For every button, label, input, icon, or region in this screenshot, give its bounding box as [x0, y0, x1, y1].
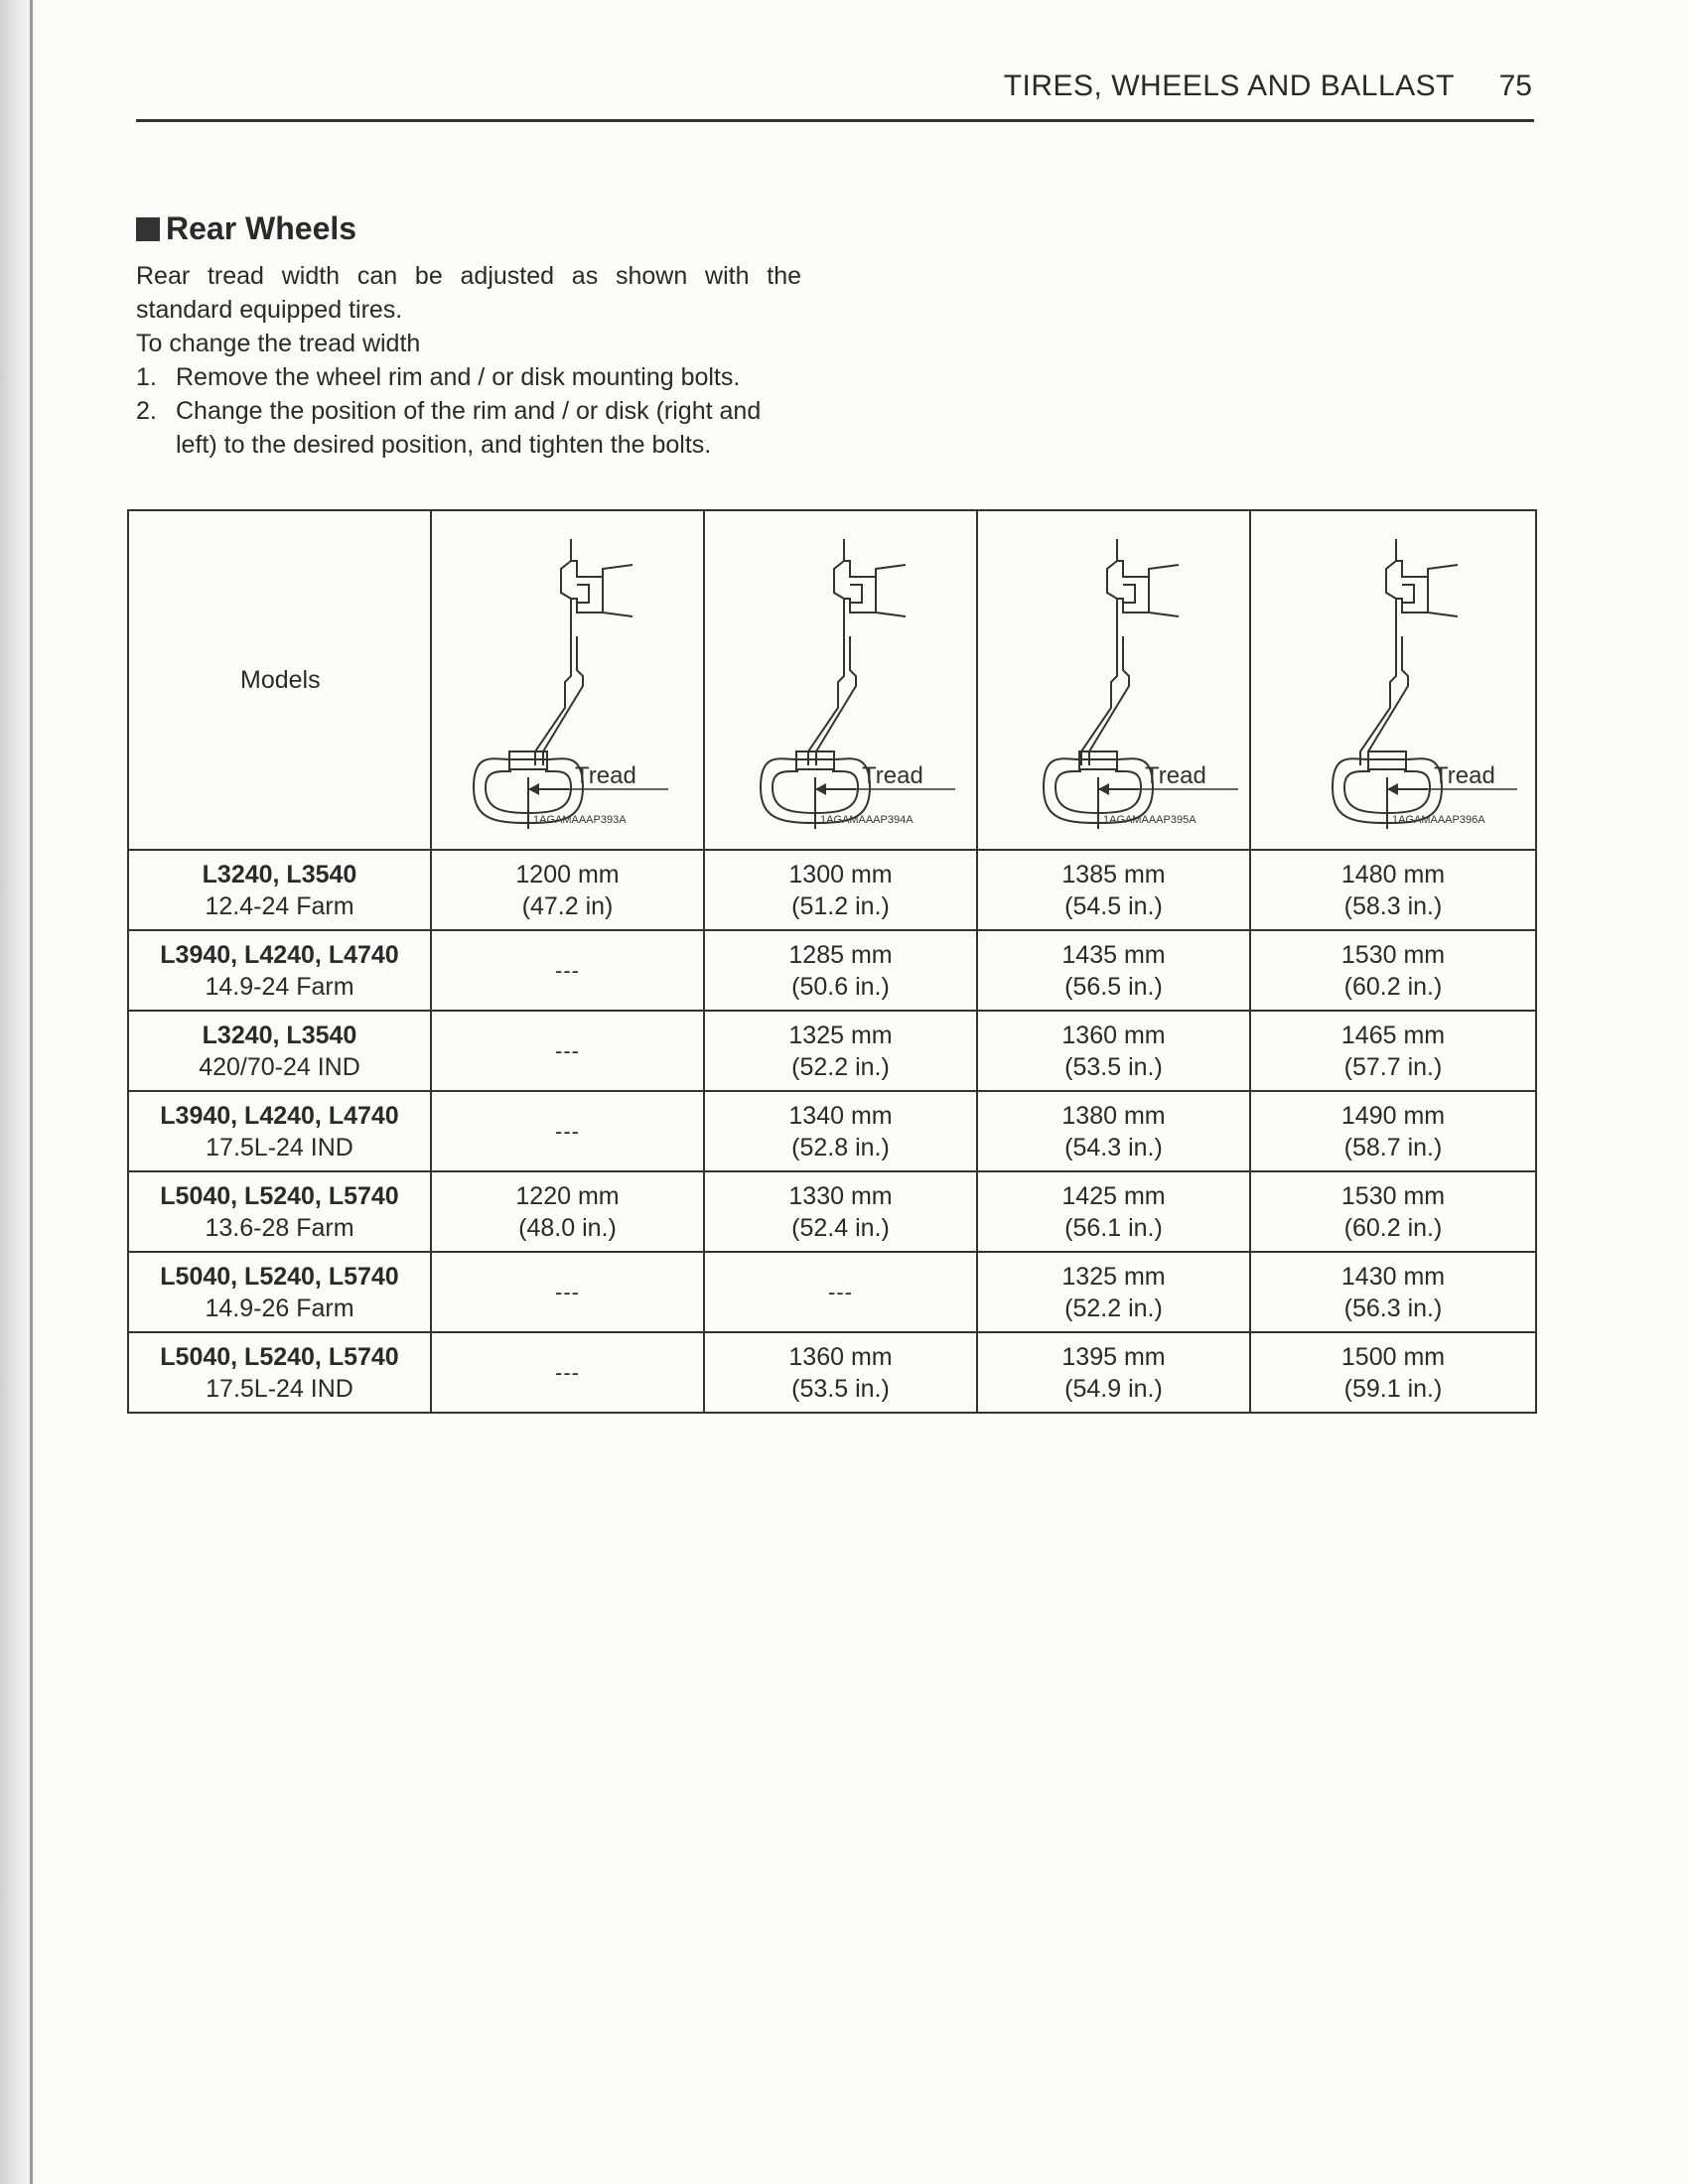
- tread-value-cell: [704, 850, 977, 930]
- diagram-code: 1AGAMAAAP396A: [1392, 814, 1485, 826]
- tread-mm: ---: [555, 1359, 580, 1385]
- steps-list: [136, 360, 801, 462]
- tread-in: (50.6 in.): [791, 972, 890, 1001]
- tread-mm: 1340 mm: [788, 1101, 893, 1130]
- rear-wheels-section: [136, 210, 801, 462]
- tread-mm: 1490 mm: [1340, 1101, 1446, 1130]
- table-row: [128, 930, 1536, 1011]
- table-header-row: [128, 510, 1536, 850]
- tread-mm: 1385 mm: [1061, 860, 1166, 888]
- tread-mm: 1220 mm: [515, 1181, 620, 1210]
- tread-in: (52.2 in.): [791, 1052, 890, 1081]
- table-row: [128, 1252, 1536, 1332]
- model-cell: [128, 930, 431, 1011]
- table-row: [128, 1091, 1536, 1171]
- tread-in: (52.4 in.): [791, 1213, 890, 1242]
- model-cell: [128, 1171, 431, 1252]
- model-names: L3940, L4240, L4740: [160, 1101, 399, 1130]
- tread-mm: 1300 mm: [788, 860, 893, 888]
- model-names: L3940, L4240, L4740: [160, 940, 399, 969]
- tire-size: 13.6-28 Farm: [205, 1213, 354, 1242]
- steps-title: To change the tread width: [136, 330, 421, 357]
- tread-value-cell: [431, 1332, 704, 1413]
- tread-value-cell: [977, 1091, 1250, 1171]
- tread-in: (60.2 in.): [1343, 972, 1443, 1001]
- tread-value-cell: [977, 1332, 1250, 1413]
- tread-mm: 1430 mm: [1340, 1262, 1446, 1291]
- tread-mm: 1330 mm: [788, 1181, 893, 1210]
- step-text: Change the position of the rim and / or disk (right and left) to the desired position, and tighten the bolts.: [176, 397, 762, 459]
- list-item: [136, 360, 801, 394]
- tire-size: 17.5L-24 IND: [206, 1374, 353, 1403]
- tread-label: Tread: [1144, 762, 1206, 789]
- list-item: [136, 394, 801, 462]
- table-row: [128, 1171, 1536, 1252]
- tread-mm: 1360 mm: [1061, 1021, 1166, 1049]
- diagram-code: 1AGAMAAAP393A: [532, 814, 627, 826]
- tread-mm: 1360 mm: [788, 1342, 893, 1371]
- tread-label: Tread: [574, 762, 636, 789]
- model-cell: [128, 1252, 431, 1332]
- page-header: [136, 68, 1534, 122]
- tread-value-cell: [1250, 1011, 1536, 1091]
- step-text: Remove the wheel rim and / or disk mounting bolts.: [176, 363, 741, 391]
- tread-width-table: [127, 509, 1537, 1414]
- tread-mm: ---: [828, 1279, 853, 1304]
- tread-value-cell: [1250, 1091, 1536, 1171]
- tread-in: (54.9 in.): [1064, 1374, 1163, 1403]
- tread-mm: 1530 mm: [1340, 1181, 1446, 1210]
- tread-in: (58.7 in.): [1343, 1133, 1443, 1161]
- tire-size: 14.9-24 Farm: [205, 972, 354, 1001]
- tread-mm: 1395 mm: [1061, 1342, 1166, 1371]
- tread-value-cell: [977, 1252, 1250, 1332]
- tread-mm: ---: [555, 1037, 580, 1063]
- tread-value-cell: [431, 930, 704, 1011]
- tread-value-cell: [977, 1011, 1250, 1091]
- model-names: L5040, L5240, L5740: [160, 1342, 399, 1371]
- step-number: 1.: [136, 363, 157, 391]
- tread-diagram-cell: [977, 510, 1250, 850]
- tread-in: (52.8 in.): [791, 1133, 890, 1161]
- wheel-cross-section-diagram: [717, 521, 965, 839]
- tread-value-cell: [431, 1171, 704, 1252]
- diagram-code: 1AGAMAAAP395A: [1102, 814, 1196, 826]
- tread-in: (56.3 in.): [1343, 1294, 1443, 1322]
- model-names: L5040, L5240, L5740: [160, 1181, 399, 1210]
- tread-value-cell: [977, 1171, 1250, 1252]
- tread-value-cell: [1250, 1171, 1536, 1252]
- tread-mm: ---: [555, 957, 580, 983]
- tread-value-cell: [704, 930, 977, 1011]
- tread-in: (53.5 in.): [791, 1374, 890, 1403]
- tread-mm: 1480 mm: [1340, 860, 1446, 888]
- wheel-cross-section-diagram: [1269, 521, 1517, 839]
- tread-value-cell: [431, 1011, 704, 1091]
- tire-size: 17.5L-24 IND: [206, 1133, 353, 1161]
- tread-in: (47.2 in): [521, 891, 614, 920]
- tread-value-cell: [977, 850, 1250, 930]
- tread-value-cell: [1250, 1332, 1536, 1413]
- wheel-cross-section-diagram: [990, 521, 1238, 839]
- tread-diagram-cell: [1250, 510, 1536, 850]
- tread-mm: 1200 mm: [515, 860, 620, 888]
- model-names: L3240, L3540: [202, 1021, 357, 1049]
- tread-label: Tread: [861, 762, 923, 789]
- model-names: L5040, L5240, L5740: [160, 1262, 399, 1291]
- tread-in: (54.3 in.): [1064, 1133, 1163, 1161]
- tread-diagram-cell: [431, 510, 704, 850]
- tread-value-cell: [431, 850, 704, 930]
- scan-binding-line: [30, 0, 33, 2184]
- section-heading-text: Rear Wheels: [166, 210, 357, 246]
- table-row: [128, 1332, 1536, 1413]
- tire-size: 12.4-24 Farm: [205, 891, 354, 920]
- tread-label: Tread: [1434, 762, 1495, 789]
- page-number: 75: [1498, 69, 1532, 102]
- tread-in: (58.3 in.): [1343, 891, 1443, 920]
- tread-value-cell: [704, 1171, 977, 1252]
- tread-value-cell: [977, 930, 1250, 1011]
- tire-size: 14.9-26 Farm: [205, 1294, 354, 1322]
- step-number: 2.: [136, 397, 157, 425]
- model-cell: [128, 1332, 431, 1413]
- tread-in: (54.5 in.): [1064, 891, 1163, 920]
- model-cell: [128, 850, 431, 930]
- tread-mm: 1325 mm: [1061, 1262, 1166, 1291]
- intro-paragraph: Rear tread width can be adjusted as shown with the standard equipped tires.: [136, 262, 801, 324]
- tread-mm: 1325 mm: [788, 1021, 893, 1049]
- model-cell: [128, 1011, 431, 1091]
- wheel-cross-section-diagram: [444, 521, 692, 839]
- tread-mm: 1285 mm: [788, 940, 893, 969]
- tread-value-cell: [431, 1252, 704, 1332]
- table-row: [128, 1011, 1536, 1091]
- filled-square-icon: [136, 217, 160, 241]
- tread-mm: ---: [555, 1279, 580, 1304]
- tread-in: (57.7 in.): [1343, 1052, 1443, 1081]
- tread-value-cell: [704, 1332, 977, 1413]
- section-heading: [136, 210, 801, 247]
- tread-diagram-cell: [704, 510, 977, 850]
- tread-mm: 1500 mm: [1340, 1342, 1446, 1371]
- tread-value-cell: [1250, 1252, 1536, 1332]
- tire-size: 420/70-24 IND: [199, 1052, 360, 1081]
- tread-in: (60.2 in.): [1343, 1213, 1443, 1242]
- tread-value-cell: [431, 1091, 704, 1171]
- tread-value-cell: [704, 1091, 977, 1171]
- tread-value-cell: [704, 1252, 977, 1332]
- tread-mm: ---: [555, 1118, 580, 1144]
- diagram-code: 1AGAMAAAP394A: [819, 814, 914, 826]
- models-header-cell: [128, 510, 431, 850]
- models-label: Models: [240, 666, 321, 694]
- tread-mm: 1465 mm: [1340, 1021, 1446, 1049]
- tread-in: (53.5 in.): [1064, 1052, 1163, 1081]
- tread-value-cell: [704, 1011, 977, 1091]
- tread-in: (59.1 in.): [1343, 1374, 1443, 1403]
- tread-mm: 1425 mm: [1061, 1181, 1166, 1210]
- tread-in: (51.2 in.): [791, 891, 890, 920]
- header-title: TIRES, WHEELS AND BALLAST: [1003, 69, 1455, 102]
- model-names: L3240, L3540: [202, 860, 357, 888]
- model-cell: [128, 1091, 431, 1171]
- tread-value-cell: [1250, 930, 1536, 1011]
- tread-value-cell: [1250, 850, 1536, 930]
- tread-mm: 1380 mm: [1061, 1101, 1166, 1130]
- table-row: [128, 850, 1536, 930]
- tread-in: (56.1 in.): [1064, 1213, 1163, 1242]
- tread-in: (48.0 in.): [518, 1213, 617, 1242]
- tread-in: (56.5 in.): [1064, 972, 1163, 1001]
- tread-mm: 1435 mm: [1061, 940, 1166, 969]
- tread-mm: 1530 mm: [1340, 940, 1446, 969]
- tread-in: (52.2 in.): [1064, 1294, 1163, 1322]
